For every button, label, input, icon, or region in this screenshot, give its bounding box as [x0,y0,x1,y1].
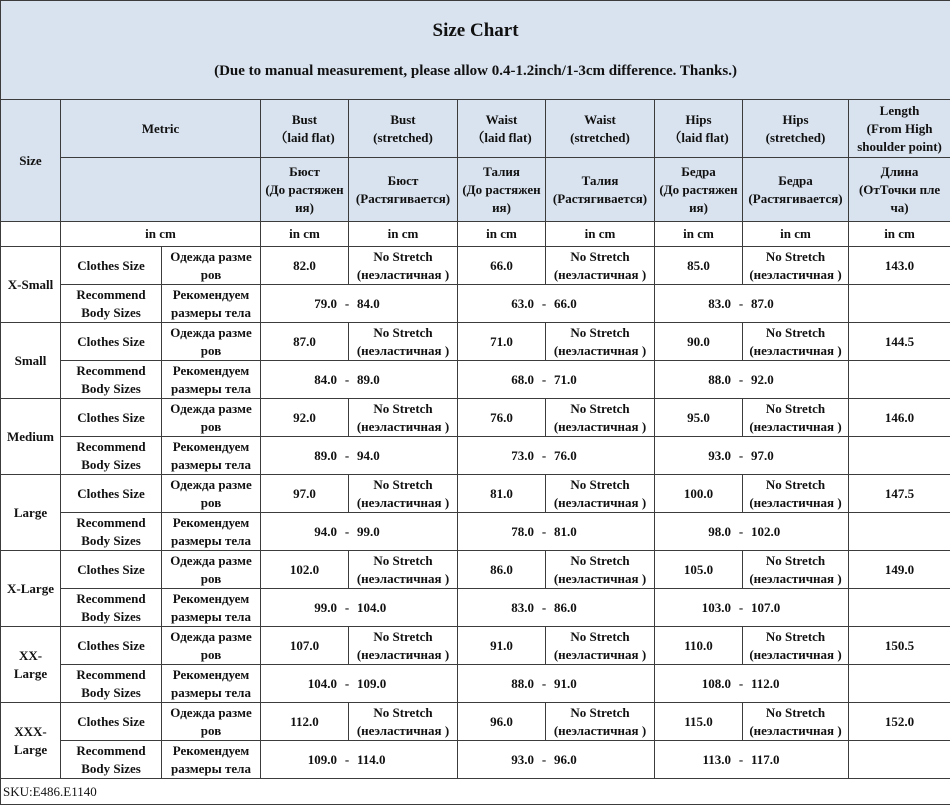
hips-value: 115.0 [655,703,743,741]
range-low: 68.0 [458,371,534,389]
range-high: 71.0 [554,372,577,387]
size-name: XXX- Large [1,703,61,779]
unit-cell: in cm [261,222,349,247]
hips-body-range [655,741,849,779]
metric-header: Metric [61,100,261,158]
range-dash: - [337,447,357,465]
range-dash: - [731,675,751,693]
range-high: 99.0 [357,524,380,539]
body-size-row [1,589,950,627]
range-low: 88.0 [655,371,731,389]
range-low: 89.0 [261,447,337,465]
range-dash: - [534,371,554,389]
bust-value: 112.0 [261,703,349,741]
range-low: 94.0 [261,523,337,541]
size-name: X-Large [1,551,61,627]
range-high: 109.0 [357,676,386,691]
clothes-size-label: Clothes Size [61,399,162,437]
range-dash: - [534,523,554,541]
range-low: 99.0 [261,599,337,617]
clothes-size-label-ru: Одежда разме ров [162,475,261,513]
length-body-blank [849,513,950,551]
unit-cell: in cm [655,222,743,247]
hips-body-range [655,361,849,399]
range-dash: - [731,751,751,769]
bust-body-range [261,665,458,703]
waist-body-range [458,285,655,323]
length-value: 144.5 [849,323,950,361]
clothes-size-row [1,551,950,589]
length-value: 149.0 [849,551,950,589]
body-size-label: Recommend Body Sizes [61,513,162,551]
clothes-size-row [1,323,950,361]
length-body-blank [849,589,950,627]
clothes-size-label-ru: Одежда разме ров [162,323,261,361]
range-dash: - [337,295,357,313]
range-high: 94.0 [357,448,380,463]
size-name: XX- Large [1,627,61,703]
range-high: 112.0 [751,676,780,691]
chart-title: Size Chart [3,19,948,43]
hips-body-range [655,513,849,551]
range-high: 66.0 [554,296,577,311]
body-size-row [1,513,950,551]
range-low: 73.0 [458,447,534,465]
body-size-label-ru: Рекомендуем размеры тела [162,589,261,627]
body-size-row [1,285,950,323]
hips-body-range [655,589,849,627]
column-header-waist-flat: Waist （laid flat) [458,100,546,158]
clothes-size-row [1,399,950,437]
body-size-row [1,437,950,475]
bust-value: 82.0 [261,247,349,285]
range-dash: - [534,751,554,769]
unit-label: in cm [61,222,261,247]
column-header-ru-waist-stretched: Талия (Растягивается) [546,158,655,222]
range-high: 84.0 [357,296,380,311]
no-stretch-label: No Stretch (неэластичная ) [546,323,655,361]
size-name: X-Small [1,247,61,323]
length-value: 147.5 [849,475,950,513]
range-dash: - [337,523,357,541]
range-dash: - [337,675,357,693]
clothes-size-row [1,475,950,513]
no-stretch-label: No Stretch (неэластичная ) [546,475,655,513]
range-low: 109.0 [261,751,337,769]
waist-value: 96.0 [458,703,546,741]
range-dash: - [534,599,554,617]
clothes-size-label: Clothes Size [61,475,162,513]
range-low: 63.0 [458,295,534,313]
range-low: 103.0 [655,599,731,617]
bust-value: 87.0 [261,323,349,361]
range-low: 108.0 [655,675,731,693]
size-name: Large [1,475,61,551]
bust-body-range [261,437,458,475]
no-stretch-label: No Stretch (неэластичная ) [743,703,849,741]
range-low: 93.0 [655,447,731,465]
range-high: 96.0 [554,752,577,767]
clothes-size-label-ru: Одежда разме ров [162,399,261,437]
bust-body-range [261,589,458,627]
waist-body-range [458,589,655,627]
no-stretch-label: No Stretch (неэластичная ) [349,247,458,285]
unit-cell: in cm [546,222,655,247]
unit-cell: in cm [743,222,849,247]
range-high: 87.0 [751,296,774,311]
column-header-ru-bust-stretched: Бюст (Растягивается) [349,158,458,222]
range-low: 104.0 [261,675,337,693]
range-low: 98.0 [655,523,731,541]
waist-value: 66.0 [458,247,546,285]
no-stretch-label: No Stretch (неэластичная ) [349,399,458,437]
no-stretch-label: No Stretch (неэластичная ) [743,627,849,665]
range-dash: - [337,751,357,769]
hips-value: 95.0 [655,399,743,437]
size-name: Medium [1,399,61,475]
clothes-size-label: Clothes Size [61,627,162,665]
body-size-label: Recommend Body Sizes [61,437,162,475]
hips-value: 105.0 [655,551,743,589]
bust-value: 107.0 [261,627,349,665]
waist-body-range [458,741,655,779]
range-dash: - [731,371,751,389]
hips-value: 100.0 [655,475,743,513]
range-dash: - [337,371,357,389]
no-stretch-label: No Stretch (неэластичная ) [546,551,655,589]
hips-body-range [655,285,849,323]
length-body-blank [849,665,950,703]
sku-footer: SKU:E486.E1140 [1,779,950,805]
body-size-row [1,665,950,703]
length-value: 146.0 [849,399,950,437]
clothes-size-label: Clothes Size [61,551,162,589]
no-stretch-label: No Stretch (неэластичная ) [743,247,849,285]
length-body-blank [849,741,950,779]
body-size-label: Recommend Body Sizes [61,589,162,627]
bust-value: 97.0 [261,475,349,513]
length-body-blank [849,437,950,475]
clothes-size-label: Clothes Size [61,247,162,285]
length-value: 150.5 [849,627,950,665]
clothes-size-row [1,627,950,665]
body-size-label-ru: Рекомендуем размеры тела [162,665,261,703]
range-high: 104.0 [357,600,386,615]
waist-value: 91.0 [458,627,546,665]
range-low: 84.0 [261,371,337,389]
unit-cell: in cm [349,222,458,247]
range-high: 89.0 [357,372,380,387]
no-stretch-label: No Stretch (неэластичная ) [546,703,655,741]
body-size-label-ru: Рекомендуем размеры тела [162,437,261,475]
title-block [1,1,950,100]
bust-value: 102.0 [261,551,349,589]
no-stretch-label: No Stretch (неэластичная ) [546,627,655,665]
length-value: 143.0 [849,247,950,285]
range-high: 117.0 [751,752,780,767]
bust-body-range [261,513,458,551]
range-high: 76.0 [554,448,577,463]
column-header-ru-bust-flat: Бюст (До растяжен ия) [261,158,349,222]
range-dash: - [731,523,751,541]
clothes-size-label-ru: Одежда разме ров [162,627,261,665]
no-stretch-label: No Stretch (неэластичная ) [743,551,849,589]
clothes-size-label-ru: Одежда разме ров [162,551,261,589]
body-size-row [1,361,950,399]
no-stretch-label: No Stretch (неэластичная ) [743,399,849,437]
clothes-size-row [1,703,950,741]
range-low: 93.0 [458,751,534,769]
body-size-label-ru: Рекомендуем размеры тела [162,285,261,323]
range-high: 97.0 [751,448,774,463]
column-header-waist-stretched: Waist (stretched) [546,100,655,158]
no-stretch-label: No Stretch (неэластичная ) [743,475,849,513]
clothes-size-row [1,247,950,285]
bust-body-range [261,741,458,779]
no-stretch-label: No Stretch (неэластичная ) [349,551,458,589]
range-dash: - [731,599,751,617]
range-low: 83.0 [655,295,731,313]
column-header-ru-hips-stretched: Бедра (Растягивается) [743,158,849,222]
length-value: 152.0 [849,703,950,741]
column-header-ru-length: Длина (ОтТочки пле ча) [849,158,950,222]
range-low: 78.0 [458,523,534,541]
range-low: 113.0 [655,751,731,769]
range-dash: - [731,447,751,465]
no-stretch-label: No Stretch (неэластичная ) [546,247,655,285]
length-body-blank [849,285,950,323]
body-size-label-ru: Рекомендуем размеры тела [162,361,261,399]
clothes-size-label: Clothes Size [61,323,162,361]
range-low: 79.0 [261,295,337,313]
waist-value: 81.0 [458,475,546,513]
column-header-ru-hips-flat: Бедра (До растяжен ия) [655,158,743,222]
no-stretch-label: No Stretch (неэластичная ) [349,703,458,741]
range-high: 92.0 [751,372,774,387]
no-stretch-label: No Stretch (неэластичная ) [349,323,458,361]
waist-body-range [458,665,655,703]
hips-body-range [655,437,849,475]
unit-blank [1,222,61,247]
column-header-hips-stretched: Hips (stretched) [743,100,849,158]
range-high: 107.0 [751,600,780,615]
unit-cell: in cm [849,222,950,247]
no-stretch-label: No Stretch (неэластичная ) [349,627,458,665]
body-size-label-ru: Рекомендуем размеры тела [162,741,261,779]
range-high: 102.0 [751,524,780,539]
hips-value: 110.0 [655,627,743,665]
range-dash: - [534,675,554,693]
waist-value: 86.0 [458,551,546,589]
body-size-label: Recommend Body Sizes [61,665,162,703]
range-low: 83.0 [458,599,534,617]
body-size-label: Recommend Body Sizes [61,741,162,779]
chart-subtitle: (Due to manual measurement, please allow 0.4-1.2inch/1-3cm difference. Thanks.) [3,61,948,81]
no-stretch-label: No Stretch (неэластичная ) [546,399,655,437]
range-high: 81.0 [554,524,577,539]
waist-body-range [458,361,655,399]
no-stretch-label: No Stretch (неэластичная ) [743,323,849,361]
range-low: 88.0 [458,675,534,693]
waist-body-range [458,437,655,475]
column-header-bust-stretched: Bust (stretched) [349,100,458,158]
hips-body-range [655,665,849,703]
column-header-bust-flat: Bust （laid flat) [261,100,349,158]
length-body-blank [849,361,950,399]
unit-cell: in cm [458,222,546,247]
clothes-size-label: Clothes Size [61,703,162,741]
metric-header-blank [61,158,261,222]
column-header-length: Length (From High shoulder point) [849,100,950,158]
waist-value: 76.0 [458,399,546,437]
range-dash: - [534,295,554,313]
clothes-size-label-ru: Одежда разме ров [162,703,261,741]
column-header-hips-flat: Hips （laid flat) [655,100,743,158]
hips-value: 85.0 [655,247,743,285]
range-dash: - [534,447,554,465]
size-header: Size [1,100,61,222]
bust-body-range [261,285,458,323]
body-size-label: Recommend Body Sizes [61,361,162,399]
column-header-ru-waist-flat: Талия (До растяжен ия) [458,158,546,222]
range-high: 114.0 [357,752,386,767]
range-high: 91.0 [554,676,577,691]
bust-value: 92.0 [261,399,349,437]
waist-value: 71.0 [458,323,546,361]
range-high: 86.0 [554,600,577,615]
bust-body-range [261,361,458,399]
clothes-size-label-ru: Одежда разме ров [162,247,261,285]
body-size-row [1,741,950,779]
hips-value: 90.0 [655,323,743,361]
no-stretch-label: No Stretch (неэластичная ) [349,475,458,513]
size-name: Small [1,323,61,399]
waist-body-range [458,513,655,551]
range-dash: - [337,599,357,617]
range-dash: - [731,295,751,313]
body-size-label: Recommend Body Sizes [61,285,162,323]
body-size-label-ru: Рекомендуем размеры тела [162,513,261,551]
